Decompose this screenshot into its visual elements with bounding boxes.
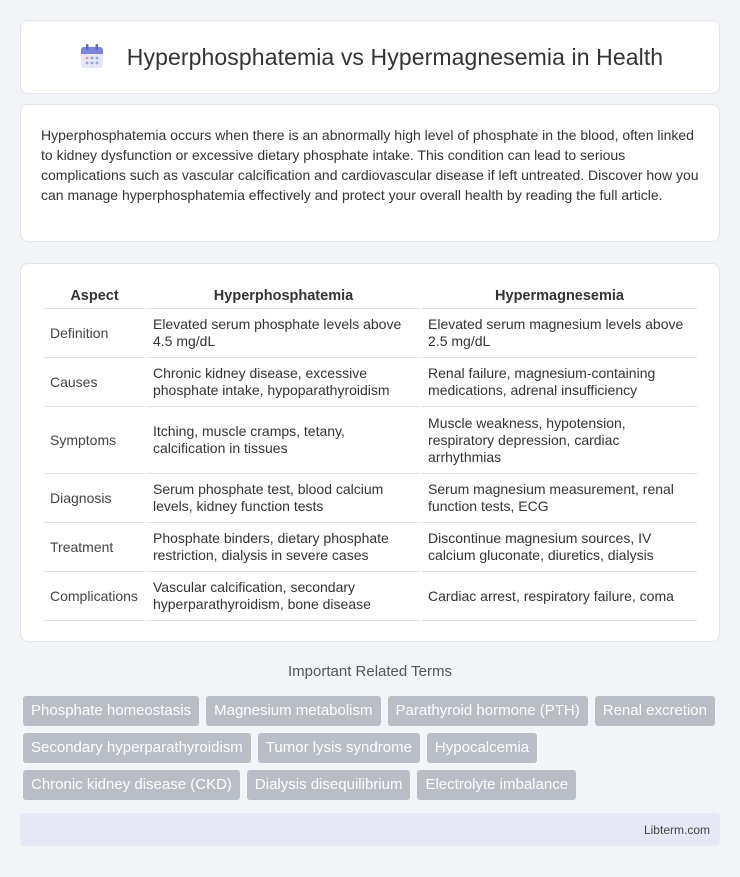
related-terms-tags [23,696,723,800]
intro-text: Hyperphosphatemia occurs when there is an abnormally high level of phosphate in the blood, often linked to kidney dysfunction or excessive dietary phosphate intake. This condition can lead to serious complications such as vascular calcification and cardiovascular disease if left untreated. Discover how you can manage hyperphosphatemia effectively and protect your overall health by reading the full article. [41,127,699,203]
related-term-tag[interactable]: Tumor lysis syndrome [258,733,420,763]
table-row [44,474,697,523]
row-aspect: Definition [44,309,145,358]
row-hyperphosphatemia: Serum phosphate test, blood calcium levels, kidney function tests [147,474,420,523]
row-hyperphosphatemia: Itching, muscle cramps, tetany, calcification in tissues [147,407,420,474]
row-aspect: Treatment [44,523,145,572]
comparison-table-card [20,263,720,642]
title-wrap [77,42,663,72]
row-hypermagnesemia: Muscle weakness, hypotension, respiratory depression, cardiac arrhythmias [422,407,697,474]
footer [20,813,720,846]
related-term-tag[interactable]: Hypocalcemia [427,733,537,763]
related-term-tag[interactable]: Magnesium metabolism [206,696,380,726]
table-row [44,407,697,474]
table-row [44,572,697,621]
row-hypermagnesemia: Cardiac arrest, respiratory failure, coma [422,572,697,621]
row-aspect: Symptoms [44,407,145,474]
row-hyperphosphatemia: Elevated serum phosphate levels above 4.5 mg/dL [147,309,420,358]
calendar-icon [77,42,107,72]
row-aspect: Causes [44,358,145,407]
table-row [44,358,697,407]
row-aspect: Diagnosis [44,474,145,523]
related-term-tag[interactable]: Chronic kidney disease (CKD) [23,770,240,800]
row-hypermagnesemia: Renal failure, magnesium-containing medications, adrenal insufficiency [422,358,697,407]
related-terms-title: Important Related Terms [288,663,452,680]
related-term-tag[interactable]: Renal excretion [595,696,715,726]
related-term-tag[interactable]: Phosphate homeostasis [23,696,199,726]
related-term-tag[interactable]: Parathyroid hormone (PTH) [388,696,588,726]
footer-site-link[interactable]: Libterm.com [643,822,710,837]
intro-card [20,104,720,242]
table-row [44,523,697,572]
column-header-hypermagnesemia: Hypermagnesemia [422,282,697,309]
row-hyperphosphatemia: Phosphate binders, dietary phosphate restriction, dialysis in severe cases [147,523,420,572]
related-term-tag[interactable]: Dialysis disequilibrium [247,770,411,800]
row-hypermagnesemia: Elevated serum magnesium levels above 2.5 mg/dL [422,309,697,358]
related-term-tag[interactable]: Electrolyte imbalance [417,770,576,800]
row-hypermagnesemia: Discontinue magnesium sources, IV calcium gluconate, diuretics, dialysis [422,523,697,572]
row-hyperphosphatemia: Chronic kidney disease, excessive phosphate intake, hypoparathyroidism [147,358,420,407]
header-card [20,20,720,94]
column-header-hyperphosphatemia: Hyperphosphatemia [147,282,420,309]
related-term-tag[interactable]: Secondary hyperparathyroidism [23,733,251,763]
table-header-row [44,282,697,309]
table-row [44,309,697,358]
column-header-aspect: Aspect [44,282,145,309]
row-aspect: Complications [44,572,145,621]
page-title: Hyperphosphatemia vs Hypermagnesemia in Health [126,43,664,70]
comparison-table [42,282,699,621]
row-hyperphosphatemia: Vascular calcification, secondary hyperparathyroidism, bone disease [147,572,420,621]
row-hypermagnesemia: Serum magnesium measurement, renal function tests, ECG [422,474,697,523]
